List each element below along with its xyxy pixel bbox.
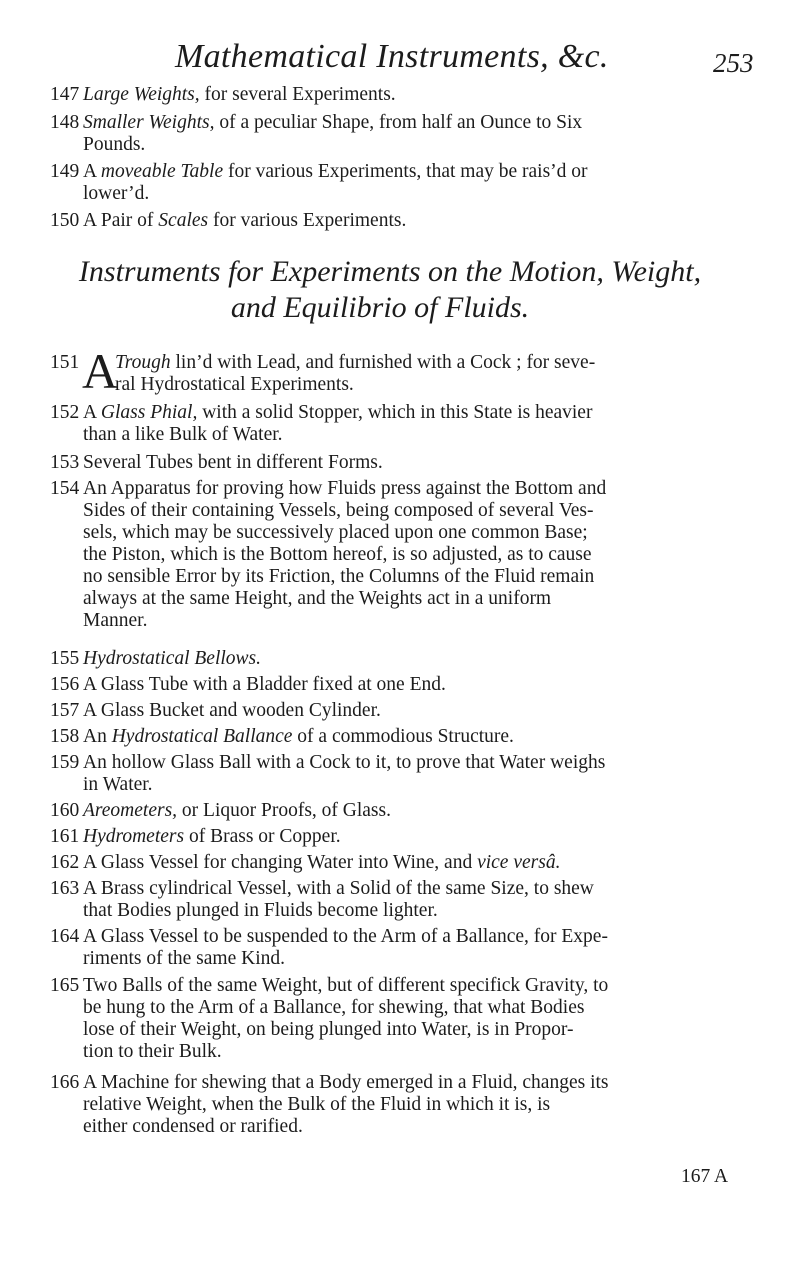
entry-text: Hydrometers of Brass or Copper.: [83, 826, 341, 847]
entry-text: An hollow Glass Ball with a Cock to it, to prove that Water weighs: [83, 752, 606, 773]
entry-165: [50, 975, 770, 1063]
entry-text: A Pair of Scales for various Experiments.: [83, 210, 407, 231]
entry-text: Trough lin’d with Lead, and furnished with a Cock ; for seve-: [115, 352, 596, 373]
entry-163: [50, 878, 770, 922]
entry-continuation: that Bodies plunged in Fluids become lighter.: [83, 900, 438, 921]
entry-149: [50, 161, 770, 205]
page-number: 253: [713, 48, 754, 78]
entry-continuation: riments of the same Kind.: [83, 948, 285, 969]
entry-number: 162: [50, 852, 80, 873]
entry-text: Areometers, or Liquor Proofs, of Glass.: [83, 800, 391, 821]
entry-number: 161: [50, 826, 80, 847]
entry-text: A Glass Vessel for changing Water into Wine, and vice versâ.: [83, 852, 561, 873]
entry-153: [50, 452, 770, 474]
entry-number: 148: [50, 112, 80, 133]
entry-text: An Apparatus for proving how Fluids press against the Bottom and: [83, 478, 607, 499]
entry-number: 156: [50, 674, 80, 695]
entry-154: [50, 478, 770, 632]
entry-continuation: either condensed or rarified.: [83, 1116, 303, 1137]
entry-147: [50, 84, 770, 106]
entry-number: 159: [50, 752, 80, 773]
entry-151: [50, 343, 770, 399]
entry-148: [50, 112, 770, 156]
entry-continuation: Manner.: [83, 610, 148, 631]
entry-continuation: ral Hydrostatical Experiments.: [115, 374, 354, 395]
entry-text: A Glass Bucket and wooden Cylinder.: [83, 700, 381, 721]
entry-159: [50, 752, 770, 796]
entry-continuation: sels, which may be successively placed upon one common Base;: [83, 522, 588, 543]
entry-text: Hydrostatical Bellows.: [83, 648, 262, 669]
section-title: [0, 254, 800, 326]
entry-number: 149: [50, 161, 80, 182]
entry-text: A Glass Vessel to be suspended to the Arm of a Ballance, for Expe-: [83, 926, 608, 947]
entry-text: A Machine for shewing that a Body emerged in a Fluid, changes its: [83, 1072, 609, 1093]
entry-text: An Hydrostatical Ballance of a commodious Structure.: [83, 726, 514, 747]
entry-text: Several Tubes bent in different Forms.: [83, 452, 383, 473]
entry-number: 150: [50, 210, 80, 231]
entry-number: 163: [50, 878, 80, 899]
section-title-line-2: and Equilibrio of Fluids.: [230, 291, 530, 324]
entry-150: [50, 210, 770, 232]
entry-continuation: Pounds.: [83, 134, 146, 155]
entry-number: 165: [50, 975, 80, 996]
entry-continuation: always at the same Height, and the Weights act in a uniform: [83, 588, 552, 609]
entry-164: [50, 926, 770, 970]
entry-number: 151: [50, 352, 80, 373]
entry-152: [50, 402, 770, 446]
section-title-line-1: Instruments for Experiments on the Motion, Weight,: [78, 255, 702, 288]
entry-166: [50, 1072, 770, 1138]
entry-number: 164: [50, 926, 80, 947]
entry-continuation: no sensible Error by its Friction, the Columns of the Fluid remain: [83, 566, 595, 587]
entry-157: [50, 700, 770, 722]
entry-number: 153: [50, 452, 80, 473]
entry-continuation: than a like Bulk of Water.: [83, 424, 283, 445]
entry-text: Two Balls of the same Weight, but of different specifick Gravity, to: [83, 975, 609, 996]
catchword: 167 A: [681, 1166, 729, 1187]
entry-number: 152: [50, 402, 80, 423]
entry-text: A Brass cylindrical Vessel, with a Solid of the same Size, to shew: [83, 878, 594, 899]
entry-160: [50, 800, 770, 822]
entry-155: [50, 648, 770, 670]
entry-continuation: in Water.: [83, 774, 153, 795]
entry-text: Smaller Weights, of a peculiar Shape, from half an Ounce to Six: [83, 112, 583, 133]
entry-text: Large Weights, for several Experiments.: [83, 84, 396, 105]
entry-161: [50, 826, 770, 848]
entry-continuation: relative Weight, when the Bulk of the Fluid in which it is, is: [83, 1094, 551, 1115]
entry-number: 154: [50, 478, 80, 499]
entry-continuation: lower’d.: [83, 183, 150, 204]
entry-text: A Glass Phial, with a solid Stopper, which in this State is heavier: [83, 402, 593, 423]
entry-continuation: the Piston, which is the Bottom hereof, is so adjusted, as to cause: [83, 544, 592, 565]
entry-continuation: tion to their Bulk.: [83, 1041, 222, 1062]
entry-text: A Glass Tube with a Bladder fixed at one End.: [83, 674, 446, 695]
running-head: Mathematical Instruments, &c.: [175, 38, 609, 75]
drop-cap: A: [82, 343, 119, 399]
entry-number: 155: [50, 648, 80, 669]
entry-number: 158: [50, 726, 80, 747]
entry-continuation: lose of their Weight, on being plunged into Water, is in Propor-: [83, 1019, 574, 1040]
entry-text: A moveable Table for various Experiments, that may be rais’d or: [83, 161, 588, 182]
entry-continuation: be hung to the Arm of a Ballance, for shewing, that what Bodies: [83, 997, 585, 1018]
entry-162: [50, 852, 770, 874]
entry-number: 147: [50, 84, 80, 105]
page-header: [0, 38, 800, 88]
entry-number: 157: [50, 700, 80, 721]
entry-number: 166: [50, 1072, 80, 1093]
entry-156: [50, 674, 770, 696]
entry-158: [50, 726, 770, 748]
entry-number: 160: [50, 800, 80, 821]
entry-continuation: Sides of their containing Vessels, being composed of several Ves-: [83, 500, 594, 521]
